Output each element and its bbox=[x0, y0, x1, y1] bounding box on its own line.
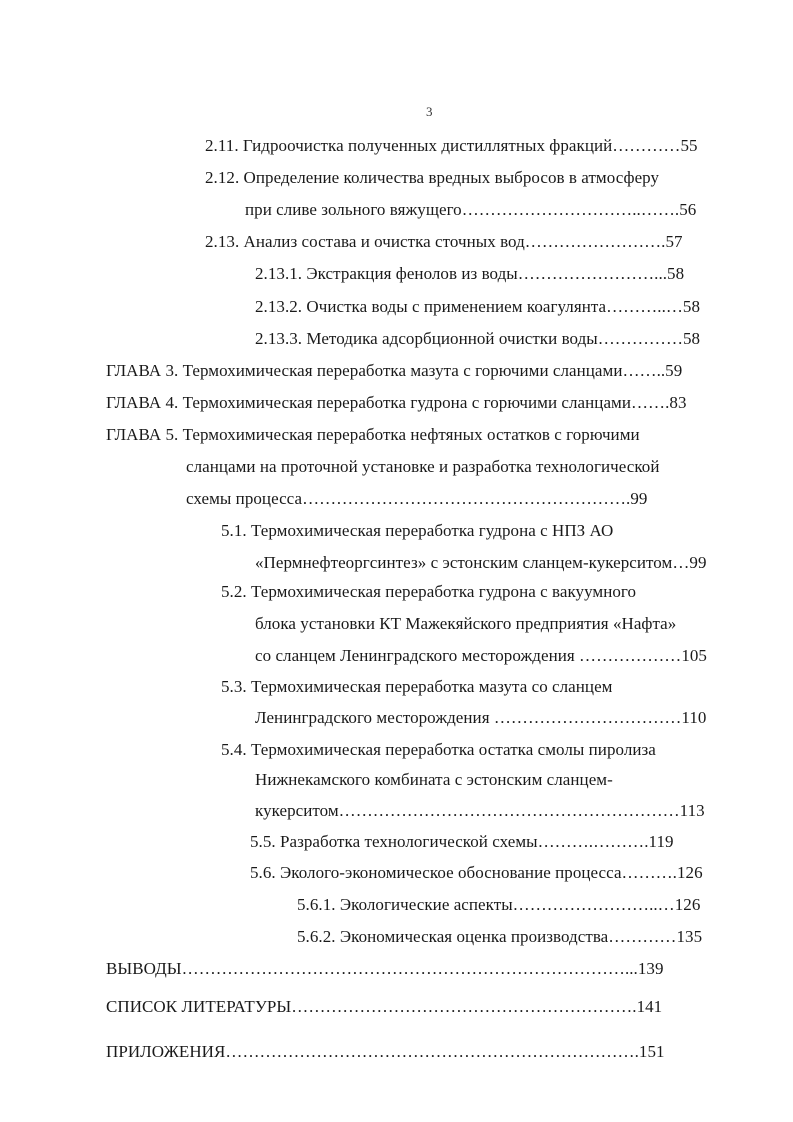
toc-entry-5-2: 5.2. Термохимическая переработка гудрона с вакуумного bbox=[221, 582, 637, 601]
toc-entry-5-4: 5.4. Термохимическая переработка остатка смолы пиролиза bbox=[221, 740, 656, 759]
toc-entry-2-13-1: 2.13.1. Экстракция фенолов из воды……………………...58 bbox=[255, 264, 685, 283]
toc-entry-5-6-1: 5.6.1. Экологические аспекты……………………..…126 bbox=[297, 895, 701, 914]
toc-entry-appendices: ПРИЛОЖЕНИЯ……………………………………………………………….151 bbox=[106, 1042, 665, 1061]
toc-entry-5-4-cont-2: кукерситом……………………………………………………113 bbox=[255, 801, 705, 820]
toc-entry-5-4-cont-1: Нижнекамского комбината с эстонским сланцем- bbox=[255, 770, 613, 789]
toc-entry-chapter-4: ГЛАВА 4. Термохимическая переработка гудрона с горючими сланцами…….83 bbox=[106, 393, 687, 412]
toc-entry-chapter-3: ГЛАВА 3. Термохимическая переработка мазута с горючими сланцами……..59 bbox=[106, 361, 683, 380]
toc-entry-5-3-cont: Ленинградского месторождения ……………………………110 bbox=[255, 708, 707, 727]
toc-entry-5-3: 5.3. Термохимическая переработка мазута со сланцем bbox=[221, 677, 613, 696]
toc-entry-2-13-3: 2.13.3. Методика адсорбционной очистки воды……………58 bbox=[255, 329, 701, 348]
page-number: 3 bbox=[426, 104, 433, 119]
toc-entry-2-11: 2.11. Гидроочистка полученных дистиллятных фракций…………55 bbox=[205, 136, 698, 155]
toc-entry-conclusions: ВЫВОДЫ……………………………………………………………………...139 bbox=[106, 959, 664, 978]
toc-entry-chapter-5: ГЛАВА 5. Термохимическая переработка нефтяных остатков с горючими bbox=[106, 425, 640, 444]
toc-entry-5-5: 5.5. Разработка технологической схемы……….……….119 bbox=[250, 832, 674, 851]
toc-entry-chapter-5-cont-2: схемы процесса………………………………………………….99 bbox=[186, 489, 648, 508]
toc-entry-2-12: 2.12. Определение количества вредных выбросов в атмосферу bbox=[205, 168, 660, 187]
toc-entry-5-1-cont: «Пермнефтеоргсинтез» с эстонским сланцем-кукерситом…99 bbox=[255, 553, 707, 572]
toc-entry-2-12-cont: при сливе зольного вяжущего…………………………..…….56 bbox=[245, 200, 697, 219]
toc-entry-5-2-cont-1: блока установки КТ Мажекяйского предприятия «Нафта» bbox=[255, 614, 677, 633]
toc-entry-chapter-5-cont-1: сланцами на проточной установке и разработка технологической bbox=[186, 457, 660, 476]
toc-entry-5-1: 5.1. Термохимическая переработка гудрона с НПЗ АО bbox=[221, 521, 614, 540]
toc-entry-5-2-cont-2: со сланцем Ленинградского месторождения ………………105 bbox=[255, 646, 707, 665]
toc-entry-5-6-2: 5.6.2. Экономическая оценка производства…………135 bbox=[297, 927, 703, 946]
toc-entry-5-6: 5.6. Эколого-экономическое обоснование процесса……….126 bbox=[250, 863, 703, 882]
toc-entry-2-13: 2.13. Анализ состава и очистка сточных вод…………………….57 bbox=[205, 232, 683, 251]
toc-entry-2-13-2: 2.13.2. Очистка воды с применением коагулянта………..…58 bbox=[255, 297, 701, 316]
toc-entry-references: СПИСОК ЛИТЕРАТУРЫ…………………………………………………….141 bbox=[106, 997, 663, 1016]
